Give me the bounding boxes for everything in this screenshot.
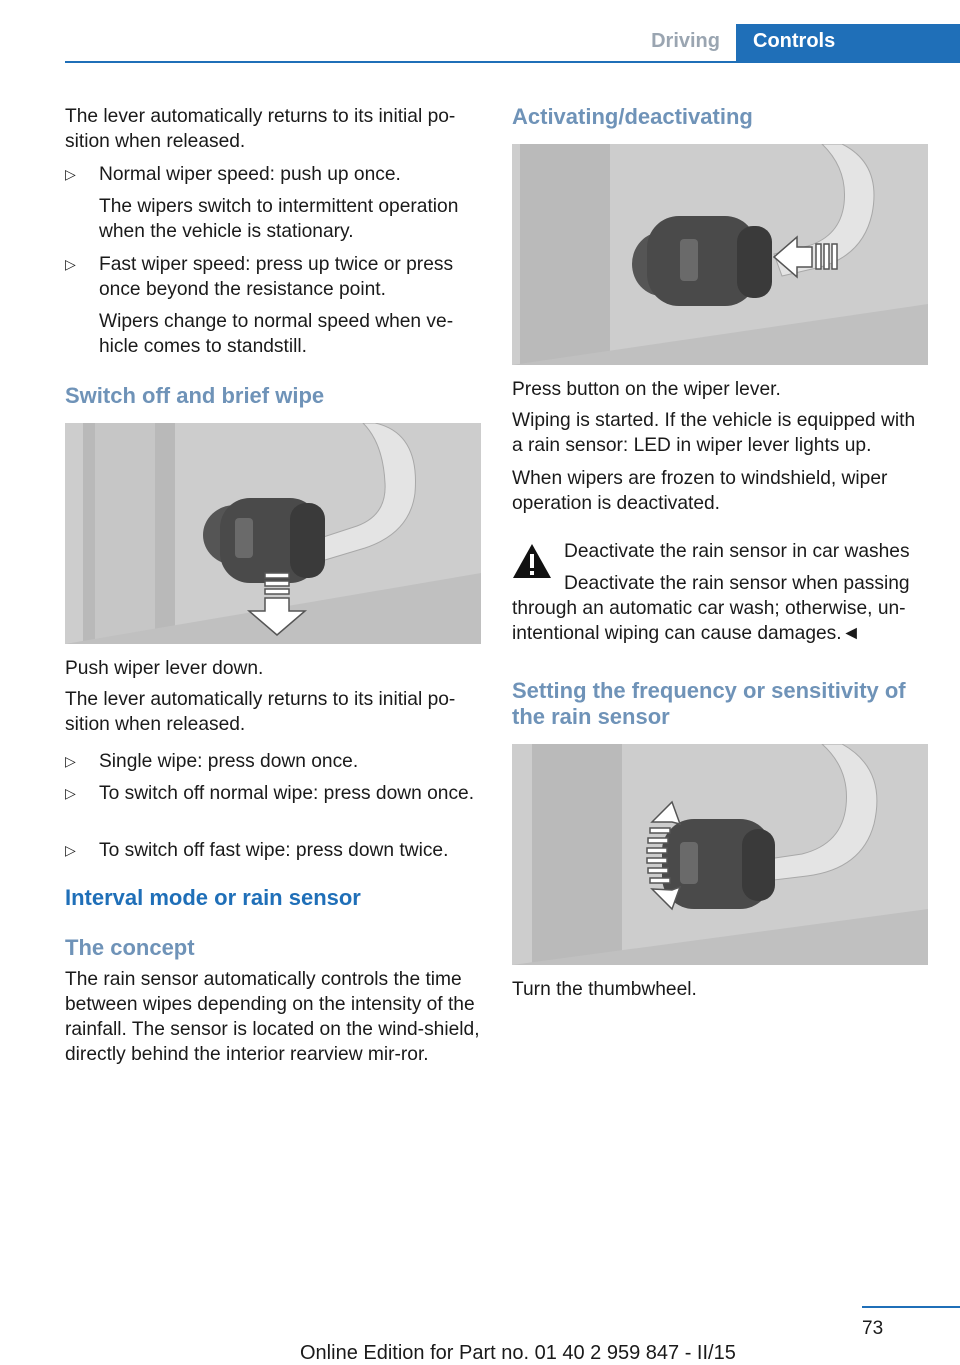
list-item: Fast wiper speed: press up twice or press once beyond the resistance point.	[99, 254, 454, 300]
bullet-icon: ▷	[65, 785, 76, 801]
page-header	[0, 24, 960, 62]
warning-text: Deactivate the rain sensor when passing through an automatic car wash; otherwise, un-intentional wiping can cause damages.◄	[512, 573, 910, 644]
heading-frequency: Setting the frequency or sensitivity of the rain sensor	[512, 678, 906, 729]
header-tab	[736, 24, 960, 63]
header-section: Driving	[651, 30, 720, 52]
bullet-icon: ▷	[65, 842, 76, 858]
heading-concept: The concept	[65, 935, 195, 960]
header-tab-label: Controls	[753, 30, 836, 52]
list-item-note: Wipers change to normal speed when ve-hicle comes to standstill.	[99, 311, 454, 357]
concept-text: The rain sensor automatically controls the time between wipes depending on the intensity of the rainfall. The sensor is located on the wind-shield, directly behind the interior rearview mir-ror.	[65, 969, 480, 1065]
push-down-text: Push wiper lever down.	[65, 658, 264, 679]
figure-thumbwheel	[512, 744, 928, 965]
heading-switch-off: Switch off and brief wipe	[65, 383, 325, 408]
edition-text: Online Edition for Part no. 01 40 2 959 847 - II/15	[300, 1342, 736, 1364]
list-item: To switch off fast wipe: press down twice.	[99, 840, 449, 861]
heading-interval: Interval mode or rain sensor	[65, 885, 361, 910]
wiping-started-text: Wiping is started. If the vehicle is equipped with a rain sensor: LED in wiper lever lights up.	[512, 410, 916, 456]
figure-activating	[512, 144, 928, 365]
bullet-icon: ▷	[65, 256, 76, 272]
press-button-text: Press button on the wiper lever.	[512, 379, 781, 400]
warning-title: Deactivate the rain sensor in car washes	[564, 541, 910, 562]
header-rule	[65, 61, 960, 63]
returns-text: The lever automatically returns to its initial po-sition when released.	[65, 689, 456, 735]
frozen-text: When wipers are frozen to windshield, wiper operation is deactivated.	[512, 468, 888, 514]
list-item-note: The wipers switch to intermittent operation when the vehicle is stationary.	[99, 196, 459, 242]
wiper-lever-down-illustration	[65, 423, 481, 644]
turn-wheel-text: Turn the thumbwheel.	[512, 979, 697, 1000]
thumbwheel-illustration	[512, 744, 928, 965]
wiper-button-press-illustration	[512, 144, 928, 365]
list-item: Normal wiper speed: push up once.	[99, 164, 401, 185]
list-item: To switch off normal wipe: press down once.	[99, 783, 475, 804]
bullet-icon: ▷	[65, 166, 76, 182]
figure-switch-off	[65, 423, 481, 644]
footer-rule	[862, 1306, 960, 1308]
intro-text: The lever automatically returns to its initial po-sition when released.	[65, 106, 456, 152]
page-number: 73	[862, 1318, 884, 1339]
list-item: Single wipe: press down once.	[99, 751, 359, 772]
bullet-icon: ▷	[65, 753, 76, 769]
heading-activating: Activating/deactivating	[512, 104, 753, 129]
